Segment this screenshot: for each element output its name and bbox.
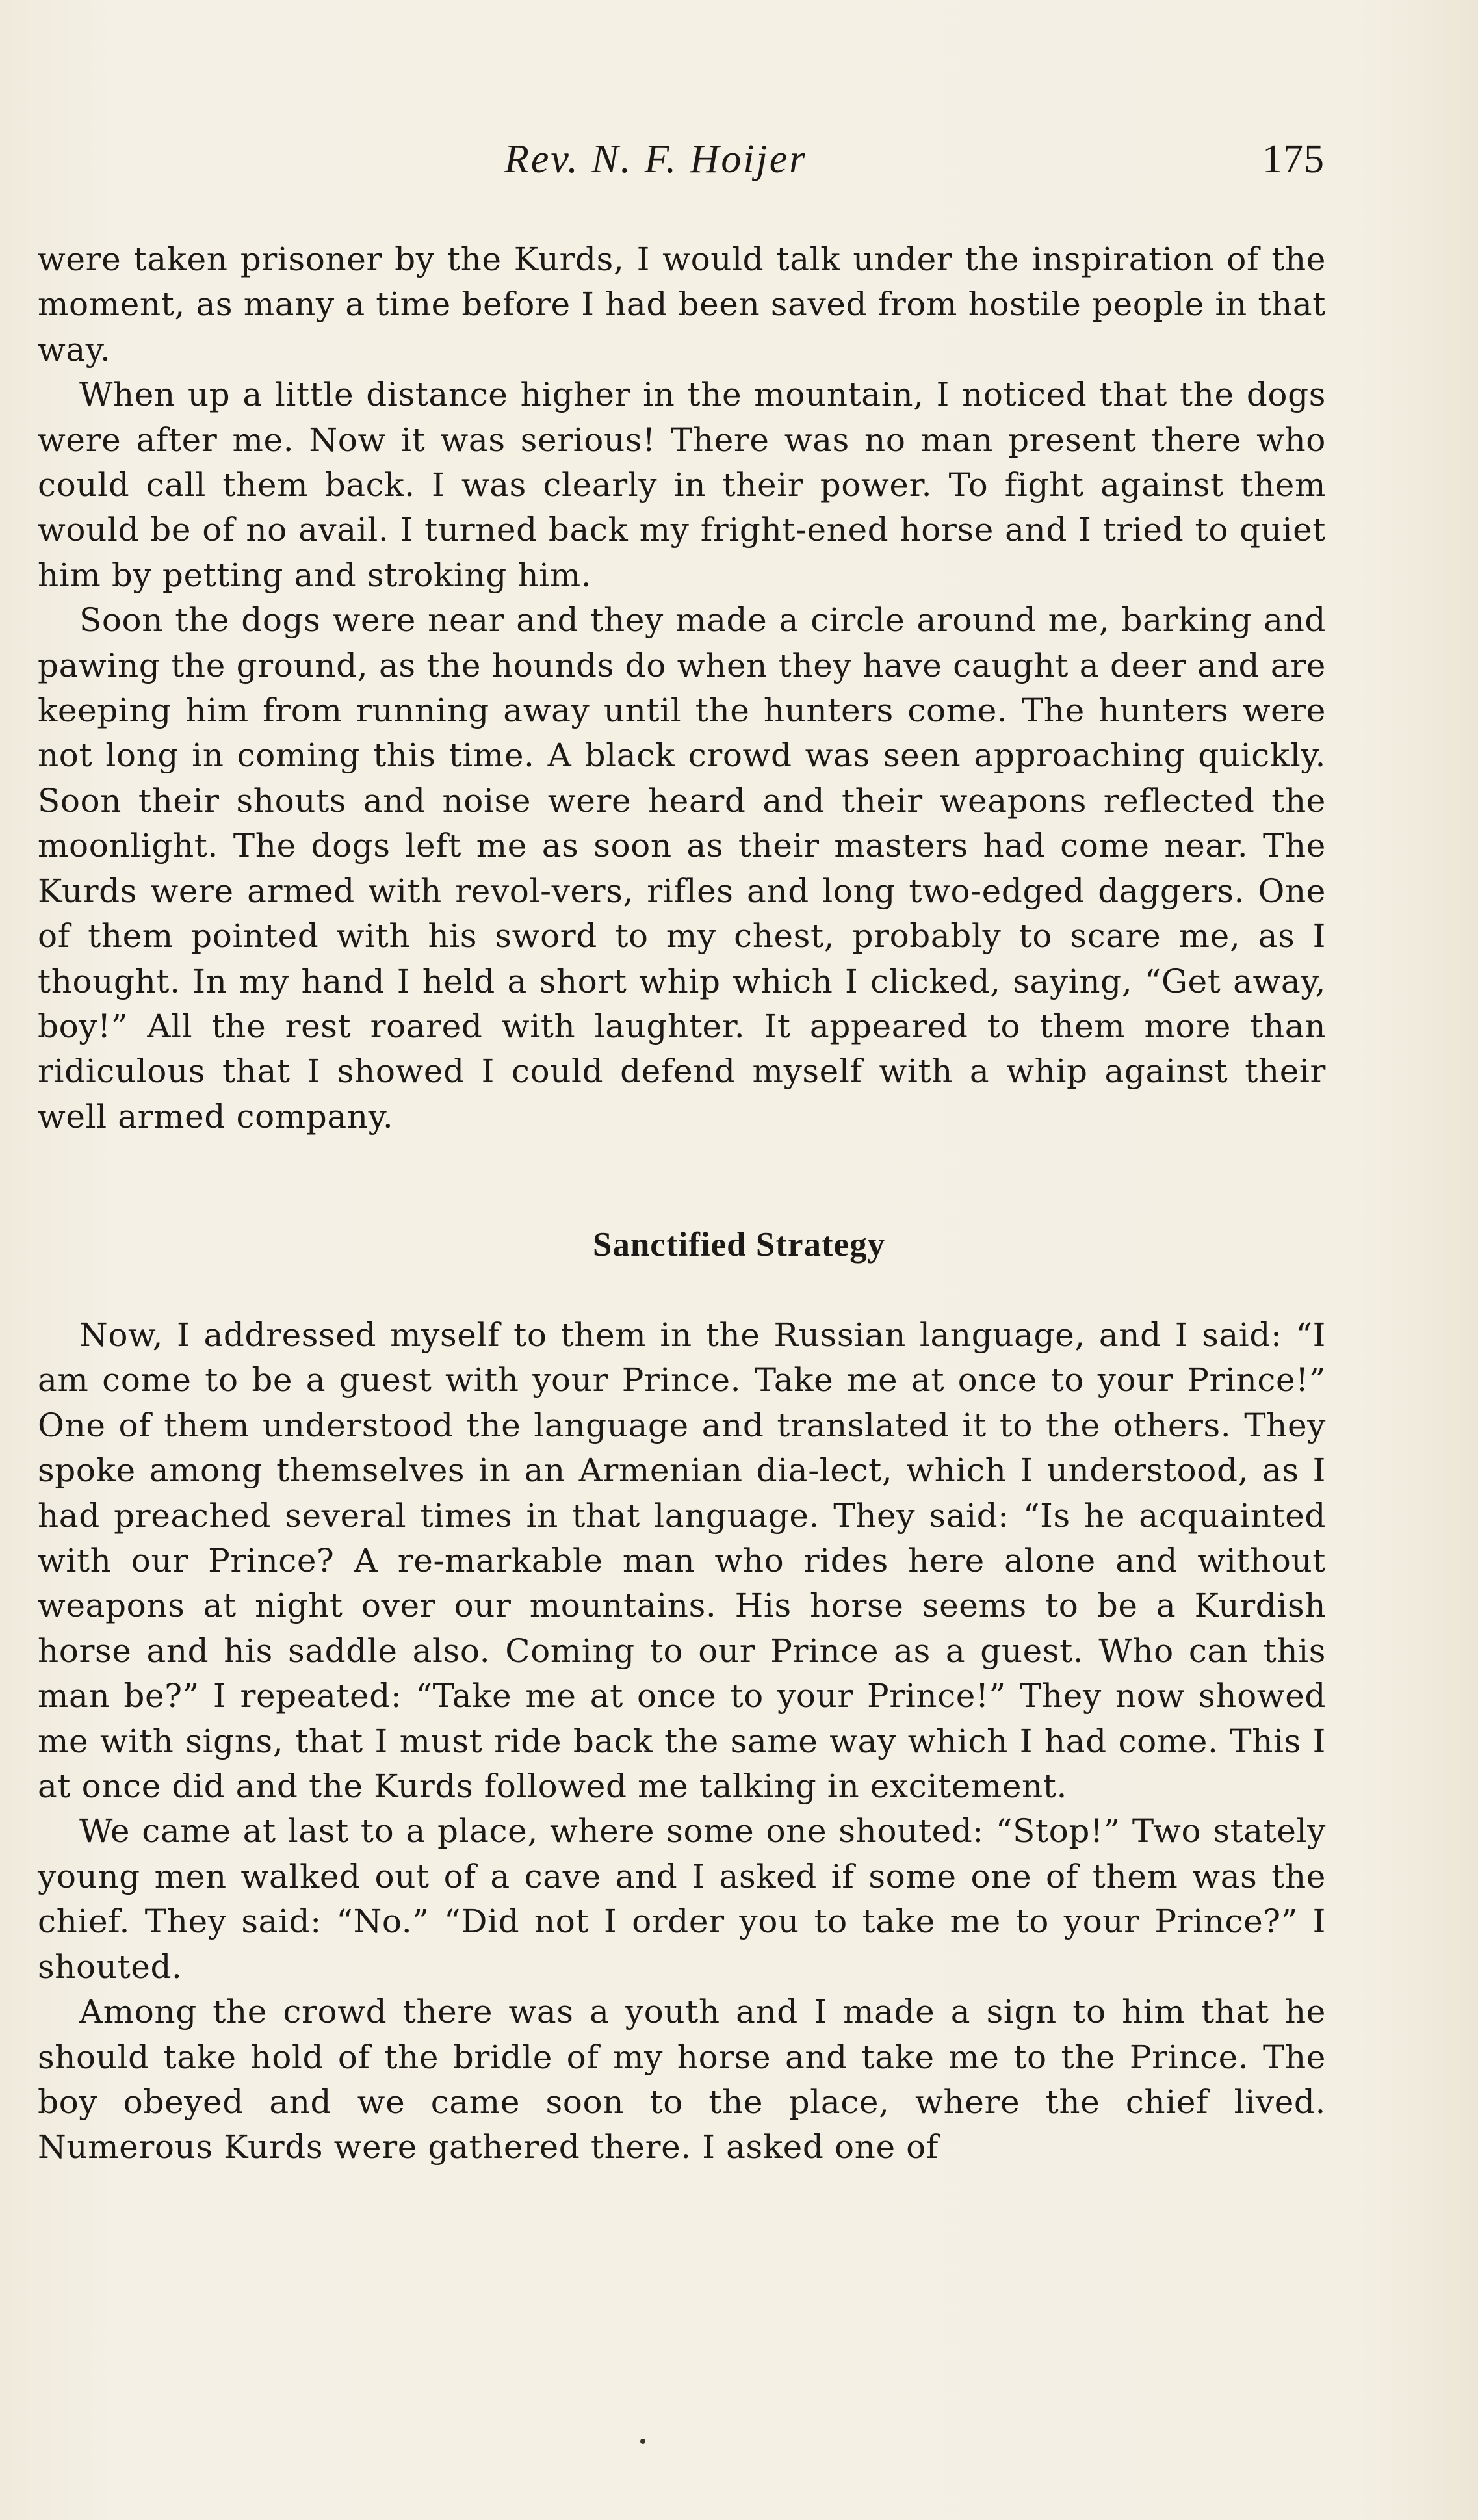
paragraph: Now, I addressed myself to them in the Russian language, and I said: “I am come to be a guest with your Prince. Take me at once to your Prince!” One of them understood the language and translated it to the others. They spoke among themselves in an Armenian dia-lect, which I understood, as I had preached several times in that language. They said: “Is he acquainted with our Prince? A re-markable man who rides here alone and without weapons at night over our mountains. His horse seems to be a Kurdish horse and his saddle also. Coming to our Prince as a guest. Who can this man be?” I repeated: “Take me at once to your Prince!” They now showed me with signs, that I must ride back the same way which I had come. This I at once did and the Kurds followed me talking in excitement. (38, 1316, 1326, 1806)
section-heading: Sanctified Strategy (592, 1226, 886, 1264)
paragraph: were taken prisoner by the Kurds, I would talk under the inspiration of the moment, as many a time before I had been saved from hostile people in that way. (38, 240, 1326, 369)
paragraph: Soon the dogs were near and they made a circle around me, barking and pawing the ground, as the hounds do when they have caught a deer and are keeping him from running away until the hunters come. The hunters were not long in coming this time. A black crowd was seen approaching quickly. Soon their shouts and noise were heard and their weapons reflected the moonlight. The dogs left me as soon as their masters had come near. The Kurds were armed with revol-vers, rifles and long two-edged daggers. One of them pointed with his sword to my chest, probably to scare me, as I thought. In my hand I held a short whip which I clicked, saying, “Get away, boy!” All the rest roared with laughter. It appeared to them more than ridiculous that I showed I could defend myself with a whip against their well armed company. (38, 601, 1326, 1136)
page-number: 175 (1262, 137, 1325, 181)
body-text-lower (38, 1313, 1326, 2170)
paragraph: We came at last to a place, where some one shouted: “Stop!” Two stately young men walked out of a cave and I asked if some one of them was the chief. They said: “No.” “Did not I order you to take me to your Prince?” I shouted. (38, 1812, 1326, 1986)
page-header (38, 136, 1325, 208)
body-text-upper (38, 237, 1326, 1139)
paragraph: Among the crowd there was a youth and I made a sign to him that he should take hold of the bridle of my horse and take me to the Prince. The boy obeyed and we came soon to the place, where the chief lived. Numerous Kurds were gathered there. I asked one of (38, 1993, 1326, 2166)
print-speck (640, 2439, 645, 2444)
running-head: Rev. N. F. Hoijer (504, 137, 807, 181)
paragraph: When up a little distance higher in the mountain, I noticed that the dogs were after me. Now it was serious! There was no man present there who could call them back. I was clearly in their power. To fight against them would be of no avail. I turned back my fright-ened horse and I tried to quiet him by petting and stroking him. (38, 376, 1326, 594)
